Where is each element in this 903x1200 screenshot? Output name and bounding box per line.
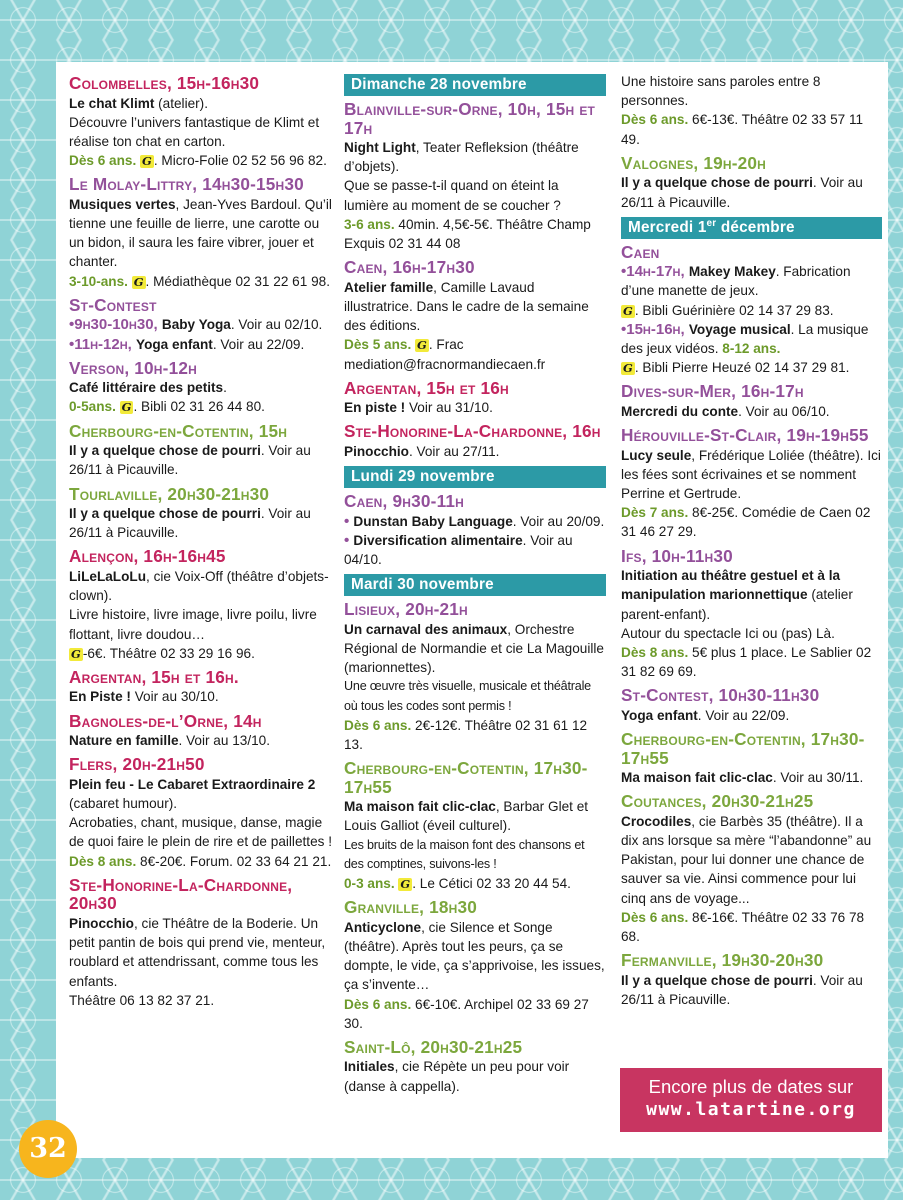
event-line xyxy=(344,215,606,253)
promo-website-link[interactable]: www.latartine.org xyxy=(646,1099,856,1120)
event-title: LiLeLaLoLu xyxy=(69,568,147,584)
event-title: Baby Yoga xyxy=(161,317,231,333)
event-location: Colombelles, 15h-16h30 xyxy=(69,73,260,93)
event-line xyxy=(69,775,335,813)
event-line xyxy=(69,914,335,991)
age-range: Dès 6 ans. xyxy=(344,717,416,733)
event-text: , cie Répète un peu pour voir (danse à cappella). xyxy=(344,1059,570,1094)
event-location: Tourlaville, 20h30-21h30 xyxy=(69,483,270,504)
event-line xyxy=(69,151,335,170)
event-time: • xyxy=(344,512,354,530)
event-text: . Voir au 30/11. xyxy=(772,770,864,786)
event-text: Que se passe-t-il quand on éteint la lumière au moment de se coucher ? xyxy=(344,178,561,213)
day-header-label: Dimanche 28 novembre xyxy=(351,76,527,93)
event-line xyxy=(344,512,606,531)
event-text: 8€-25€. Comédie de Caen 02 31 46 27 29. xyxy=(621,505,871,540)
event-title: Musiques vertes xyxy=(69,196,176,212)
event-listing xyxy=(344,100,606,253)
age-range: 3-10-ans. xyxy=(69,273,132,289)
event-location: Ifs, 10h-11h30 xyxy=(621,545,733,566)
event-line xyxy=(621,358,882,377)
age-range: 0-5ans. xyxy=(69,399,120,415)
event-line xyxy=(69,731,335,750)
event-line xyxy=(69,113,335,151)
event-line xyxy=(344,918,606,995)
event-line xyxy=(344,176,606,214)
website-promo-banner[interactable] xyxy=(620,1068,882,1132)
event-location: Hérouville-St-Clair, 19h-19h55 xyxy=(621,425,869,446)
event-location: Coutances, 20h30-21h25 xyxy=(621,791,814,812)
event-text: 6€-13€. Théâtre 02 33 57 11 49. xyxy=(621,112,864,147)
event-text: . Voir au 22/09. xyxy=(697,707,790,723)
event-title: Il y a quelque chose de pourri xyxy=(69,506,261,522)
event-title: Yoga enfant xyxy=(621,707,698,723)
event-listing xyxy=(344,600,606,754)
event-text: Théâtre 06 13 82 37 21. xyxy=(69,992,215,1008)
event-text: (atelier). xyxy=(154,95,208,111)
event-line xyxy=(621,446,882,504)
event-title: Il y a quelque chose de pourri xyxy=(621,972,813,988)
event-text: . Voir au 02/10. xyxy=(230,317,323,333)
event-listing xyxy=(621,426,882,542)
page-number-badge: 32 xyxy=(19,1120,77,1178)
event-location: Dives-sur-Mer, 16h-17h xyxy=(621,381,804,402)
event-listing xyxy=(69,74,335,170)
event-text: . Voir au 04/10. xyxy=(344,532,573,568)
event-line xyxy=(69,272,335,291)
day-header-label: Mercredi 1 xyxy=(628,218,707,236)
age-range: Dès 8 ans. xyxy=(69,853,141,869)
event-line xyxy=(344,716,606,754)
day-header-label: Lundi 29 novembre xyxy=(351,468,495,486)
event-line xyxy=(344,620,606,678)
event-listing xyxy=(621,686,882,725)
age-range: 0-3 ans. xyxy=(344,875,399,891)
event-text: , Jean-Yves Bardoul. Qu’il tienne une feuille de lierre, une carotte ou un bidon, il saura les faire vibrer, jouer et chanter. xyxy=(69,196,332,270)
event-line xyxy=(344,278,606,336)
event-title: Initiales xyxy=(344,1059,395,1075)
event-title: Voyage musical xyxy=(688,321,791,337)
event-text: . Bibli 02 31 26 44 80. xyxy=(133,399,265,415)
event-text: Acrobaties, chant, musique, danse, magie de quoi faire le plein de rire et de paillettes ! xyxy=(69,815,332,850)
event-text: . Bibli Guérinière 02 14 37 29 83. xyxy=(634,302,834,318)
event-text: 8€-20€. Forum. 02 33 64 21 21. xyxy=(140,853,332,869)
age-range: 8-12 ans. xyxy=(722,341,781,357)
event-text: (atelier parent-enfant). xyxy=(621,587,853,622)
age-range: Dès 6 ans. xyxy=(69,153,141,169)
event-line xyxy=(69,852,335,871)
age-range: Dès 6 ans. xyxy=(621,112,693,128)
event-listing xyxy=(69,175,335,291)
event-text: . Médiathèque 02 31 22 61 98. xyxy=(145,273,330,289)
event-time: •14h-17h, xyxy=(621,263,689,281)
day-header-label: Mardi 30 novembre xyxy=(351,576,494,594)
event-text: . La musique des jeux vidéos. xyxy=(621,321,869,357)
event-text: 6€-10€. Archipel 02 33 69 27 30. xyxy=(344,996,589,1031)
free-badge: G xyxy=(400,876,411,891)
event-title: Anticyclone xyxy=(344,919,422,935)
event-text: 5€ plus 1 place. Le Sablier 02 31 82 69 69. xyxy=(621,644,872,680)
event-line xyxy=(344,138,606,176)
event-line xyxy=(344,442,606,461)
event-line xyxy=(69,991,335,1010)
event-line xyxy=(69,441,335,479)
event-text: 40min. 4,5€-5€. Théâtre Champ Exquis 02 31 44 08 xyxy=(344,216,591,252)
event-line xyxy=(344,531,606,569)
event-location: Le Molay-Littry, 14h30-15h30 xyxy=(69,174,304,195)
event-location: Caen, 16h-17h30 xyxy=(344,257,475,278)
free-badge: G xyxy=(623,361,633,376)
event-listing xyxy=(621,154,882,212)
event-title: Nature en famille xyxy=(69,733,179,749)
event-line xyxy=(621,643,882,681)
event-location: Cherbourg-en-Cotentin, 15h xyxy=(69,420,288,441)
event-title: Crocodiles xyxy=(621,813,692,829)
event-text: . Voir au 13/10. xyxy=(178,733,270,749)
event-title: Le chat Klimt xyxy=(69,95,155,111)
event-line xyxy=(69,687,335,706)
day-header xyxy=(344,74,606,96)
age-range: Dès 5 ans. xyxy=(344,337,416,353)
event-text: . Voir au 06/10. xyxy=(738,403,830,419)
event-line xyxy=(621,503,882,541)
event-text: . Bibli Pierre Heuzé 02 14 37 29 81. xyxy=(634,360,850,376)
event-title: Il y a quelque chose de pourri xyxy=(621,175,813,191)
event-line xyxy=(344,1057,606,1095)
event-line xyxy=(621,72,882,110)
event-title: Ma maison fait clic-clac xyxy=(621,770,773,786)
event-location: Flers, 20h-21h50 xyxy=(69,754,205,775)
free-badge: G xyxy=(417,338,427,353)
event-location: Saint-Lô, 20h30-21h25 xyxy=(344,1036,523,1057)
promo-line-1: Encore plus de dates sur xyxy=(648,1076,854,1097)
event-text: -6€. Théâtre 02 33 29 16 96. xyxy=(82,645,255,661)
event-text: , Teater Refleksion (théâtre d’objets). xyxy=(344,140,579,175)
event-listing xyxy=(344,422,606,461)
event-line xyxy=(621,908,882,946)
age-range: Dès 6 ans. xyxy=(621,909,693,925)
event-line xyxy=(69,644,335,663)
column-3 xyxy=(621,72,882,1014)
event-listing xyxy=(621,382,882,421)
event-title: Night Light xyxy=(344,140,416,155)
column-2 xyxy=(344,72,606,1101)
event-location: St-Contest, 10h30-11h30 xyxy=(621,685,820,706)
age-range: Dès 6 ans. xyxy=(344,996,416,1012)
event-title: Yoga enfant xyxy=(136,336,213,352)
event-line xyxy=(69,378,335,397)
agenda-page xyxy=(56,62,888,1158)
event-title: En piste ! xyxy=(344,400,406,416)
event-line xyxy=(344,995,606,1033)
day-header-sup: er xyxy=(706,217,717,229)
event-text: , Camille Lavaud illustratrice. Dans le cadre de la semaine des éditions. xyxy=(344,279,589,334)
event-text: Découvre l’univers fantastique de Klimt et réalise ton chat en carton. xyxy=(69,114,320,149)
event-time: •9h30-10h30, xyxy=(69,316,162,334)
event-line xyxy=(344,797,606,835)
event-location: St-Contest xyxy=(69,294,157,315)
event-title: Un carnaval des animaux xyxy=(344,621,508,637)
day-header xyxy=(344,574,606,596)
event-text: 8€-16€. Théâtre 02 33 76 78 68. xyxy=(621,909,865,944)
event-text: 2€-12€. Théâtre 02 31 61 12 13. xyxy=(344,717,588,752)
event-time: •11h-12h, xyxy=(69,335,137,353)
event-text: , cie Barbès 35 (théâtre). Il a dix ans lorsque sa mère “l’abandonne” au Pakistan, pour lui donner une chance de sauver sa vie. Ainsi commence pour lui cinq ans de voyage... xyxy=(621,813,872,906)
event-text: , cie Voix-Off (théâtre d’objets-clown). xyxy=(69,568,329,604)
day-header xyxy=(621,217,882,239)
event-listing xyxy=(69,755,335,871)
event-line xyxy=(344,335,606,373)
event-text: Une histoire sans paroles entre 8 personnes. xyxy=(621,74,821,109)
event-line xyxy=(621,402,882,421)
event-title: Plein feu - Le Cabaret Extraordinaire 2 xyxy=(69,776,316,792)
event-text: , cie Silence et Songe (théâtre). Après tout les peurs, ça se dompte, le vide, ça s’apprivoise, les issues, ça s’invente… xyxy=(344,919,605,993)
event-text: . Fabrication d’une manette de jeux. xyxy=(621,264,851,299)
event-line xyxy=(621,566,882,624)
event-line xyxy=(69,504,335,542)
event-text: . Voir au 26/11 à Picauville. xyxy=(69,506,311,541)
event-line xyxy=(69,195,335,272)
event-title: Il y a quelque chose de pourri xyxy=(69,443,261,459)
event-text: . Frac mediation@fracnormandiecaen.fr xyxy=(344,337,546,372)
event-text: . Le Cétici 02 33 20 44 54. xyxy=(412,875,571,891)
event-listing xyxy=(69,359,335,417)
event-line xyxy=(69,567,335,605)
event-line xyxy=(69,315,335,334)
column-1 xyxy=(69,74,335,1015)
event-listing xyxy=(344,898,606,1033)
event-location: Argentan, 15h et 16h xyxy=(344,377,509,398)
event-text: . Micro-Folie 02 52 56 96 82. xyxy=(153,153,327,169)
event-line xyxy=(621,173,882,211)
event-text: Voir au 31/10. xyxy=(405,400,493,416)
age-range: Dès 8 ans. xyxy=(621,644,693,660)
event-location: Verson, 10h-12h xyxy=(69,357,197,378)
free-badge: G xyxy=(142,154,152,169)
event-listing xyxy=(621,243,882,378)
free-badge: G xyxy=(623,303,633,318)
event-title: Mercredi du conte xyxy=(621,403,739,419)
event-text: . Voir au 22/09. xyxy=(212,336,305,352)
event-location: Alençon, 16h-16h45 xyxy=(69,546,226,567)
day-header-rest: décembre xyxy=(716,218,795,236)
event-location: Caen xyxy=(621,241,660,262)
age-range: Dès 7 ans. xyxy=(621,505,693,521)
event-location: Fermanville, 19h30-20h30 xyxy=(621,950,824,971)
event-listing xyxy=(69,485,335,543)
event-text: . Voir au 27/11. xyxy=(408,443,500,459)
event-listing xyxy=(69,668,335,707)
event-listing xyxy=(344,379,606,418)
event-title: En Piste ! xyxy=(69,689,131,705)
event-line xyxy=(621,624,882,643)
event-text: . Voir au 26/11 à Picauville. xyxy=(69,443,311,478)
event-text: Autour du spectacle Ici ou (pas) Là. xyxy=(621,625,835,641)
event-line xyxy=(69,335,335,354)
event-text: (cabaret humour). xyxy=(69,796,178,812)
event-title: Atelier famille xyxy=(344,279,434,295)
event-text: . xyxy=(223,380,227,396)
age-range: 3-6 ans. xyxy=(344,216,399,232)
event-line xyxy=(344,677,606,715)
event-text: , cie Théâtre de la Boderie. Un petit pantin de bois qui prend vie, menteur, roublard et attendrissant, comme tous les enfants. xyxy=(69,915,326,989)
event-text: , Orchestre Régional de Normandie et cie La Magouille (marionnettes). xyxy=(344,621,604,676)
event-listing xyxy=(344,759,606,893)
event-listing xyxy=(344,258,606,374)
event-text: Une œuvre très visuelle, musicale et théâtrale où tous les codes sont permis ! xyxy=(344,679,591,713)
event-line xyxy=(69,397,335,416)
event-title: Ma maison fait clic-clac xyxy=(344,799,496,815)
event-location: Ste-Honorine-La-Chardonne, 16h xyxy=(344,421,601,442)
event-text: Les bruits de la maison font des chansons et des comptines, suivons-les ! xyxy=(344,837,585,871)
event-listing xyxy=(69,422,335,480)
free-badge: G xyxy=(121,400,132,415)
event-listing xyxy=(344,1038,606,1096)
event-line xyxy=(69,813,335,851)
event-listing xyxy=(621,951,882,1009)
event-text: . Voir au 26/11 à Picauville. xyxy=(621,175,863,210)
event-listing xyxy=(621,792,882,946)
event-title: Pinocchio xyxy=(69,915,134,931)
free-badge: G xyxy=(71,646,81,661)
event-location: Ste-Honorine-La-Chardonne, 20h30 xyxy=(69,874,293,914)
event-text: . Voir au 26/11 à Picauville. xyxy=(621,972,863,1007)
event-line xyxy=(344,836,606,874)
event-line xyxy=(621,812,882,908)
event-time: •15h-16h, xyxy=(621,320,689,338)
event-listing xyxy=(344,492,606,569)
event-location: Cherbourg-en-Cotentin, 17h30-17h55 xyxy=(344,758,588,797)
event-text: Livre histoire, livre image, livre poilu, livre flottant, livre doudou… xyxy=(69,607,317,642)
event-line xyxy=(69,94,335,113)
event-line xyxy=(621,971,882,1009)
event-line xyxy=(344,874,606,893)
free-badge: G xyxy=(133,274,144,289)
event-location: Valognes, 19h-20h xyxy=(621,152,767,173)
event-location: Blainville-sur-Orne, 10h, 15h et 17h xyxy=(344,99,596,138)
event-location: Caen, 9h30-11h xyxy=(344,491,464,512)
event-listing xyxy=(621,547,882,682)
event-line xyxy=(69,605,335,643)
event-location: Bagnoles-de-l’Orne, 14h xyxy=(69,710,262,731)
event-location: Cherbourg-en-Cotentin, 17h30-17h55 xyxy=(621,729,865,768)
day-header xyxy=(344,466,606,488)
event-title: Lucy seule xyxy=(621,447,692,463)
event-line xyxy=(621,110,882,148)
event-line xyxy=(621,706,882,725)
event-listing xyxy=(621,730,882,787)
event-title: Pinocchio xyxy=(344,443,409,459)
event-text: Voir au 30/10. xyxy=(130,689,219,705)
event-location: Lisieux, 20h-21h xyxy=(344,599,468,620)
event-title: Café littéraire des petits xyxy=(69,380,224,396)
event-title: Dunstan Baby Language xyxy=(353,513,513,529)
event-listing xyxy=(621,72,882,149)
event-listing xyxy=(69,712,335,751)
event-text: . Voir au 20/09. xyxy=(512,513,605,529)
event-location: Argentan, 15h et 16h. xyxy=(69,666,239,687)
event-location: Granville, 18h30 xyxy=(344,897,478,918)
event-line xyxy=(621,768,882,787)
event-title: Makey Makey xyxy=(688,264,776,280)
event-title: Initiation au théâtre gestuel et à la manipulation marionnettique xyxy=(621,568,841,603)
event-text: , Barbar Glet et Louis Galliot (éveil culturel). xyxy=(344,799,589,834)
event-listing xyxy=(69,547,335,663)
event-line xyxy=(621,262,882,300)
event-listing xyxy=(69,876,335,1010)
event-text: , Frédérique Loliée (théâtre). Ici les fées sont écrivaines et se nomment Perrine et Gertrude. xyxy=(621,447,881,502)
event-line xyxy=(621,320,882,358)
event-listing xyxy=(69,296,335,354)
event-time: • xyxy=(344,531,354,549)
event-line xyxy=(344,398,606,417)
event-title: Diversification alimentaire xyxy=(353,532,523,548)
event-line xyxy=(621,301,882,320)
